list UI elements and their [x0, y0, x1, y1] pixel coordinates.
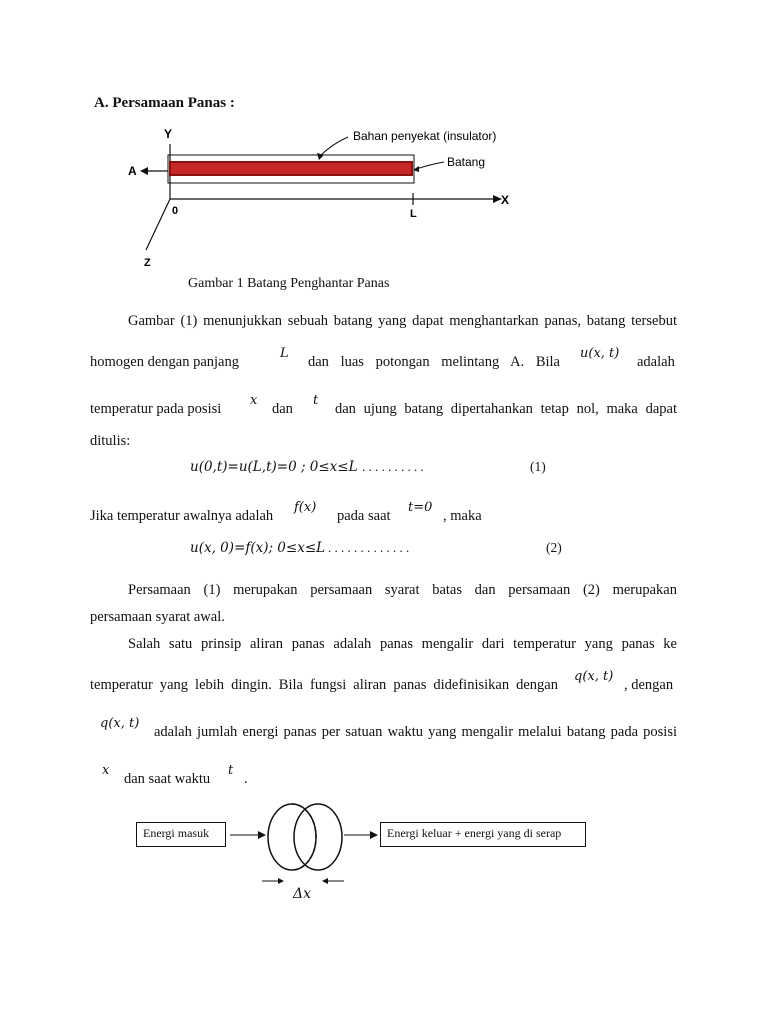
- delta-x-label: Δx: [293, 886, 312, 902]
- x-axis-label: X: [501, 193, 510, 207]
- figure-rod: [120, 120, 540, 275]
- text: adalah jumlah energi panas per satuan waktu yang mengalir melalui batang pada posisi: [154, 724, 677, 740]
- a-label: A: [128, 164, 137, 178]
- text: pada saat: [337, 508, 391, 524]
- equation-1-dots: . . . . . . . . . .: [362, 459, 424, 474]
- figure-caption: Gambar 1 Batang Penghantar Panas: [188, 276, 390, 291]
- math-t: t: [228, 763, 234, 778]
- text: , maka: [443, 508, 482, 524]
- length-label: L: [410, 208, 417, 220]
- rod-label: Batang: [447, 155, 486, 169]
- rod-bar: [170, 162, 412, 175]
- text: temperatur yang lebih dingin. Bila fungsi aliran panas didefinisikan dengan: [90, 677, 558, 693]
- text: homogen dengan panjang: [90, 354, 239, 370]
- rod-diagram: [120, 120, 540, 270]
- math-f-x: f(x): [294, 500, 317, 515]
- text: dan saat waktu: [124, 771, 211, 787]
- text: ditulis:: [90, 433, 131, 449]
- math-L: L: [280, 346, 289, 361]
- math-q-x-t: q(x, t): [574, 669, 614, 684]
- equation-2: u(x, 0)=f(x); 0≤x≤L: [190, 540, 326, 556]
- math-t0: t=0: [408, 500, 433, 515]
- insulator-label: Bahan penyekat (insulator): [353, 129, 497, 143]
- equation-2-dots: . . . . . . . . . . . . .: [328, 540, 410, 555]
- text: , dengan: [624, 677, 674, 693]
- text: adalah: [637, 354, 675, 370]
- text: dan ujung batang dipertahankan tetap nol, maka dapat: [335, 401, 677, 417]
- equation-2-number: (2): [546, 540, 562, 555]
- paragraph2-line1: Persamaan (1) merupakan persamaan syarat batas dan persamaan (2) merupakan: [128, 582, 677, 598]
- math-u-x-t: u(x, t): [580, 346, 620, 361]
- math-t: t: [313, 393, 319, 408]
- equation-1-number: (1): [530, 459, 546, 474]
- math-x: x: [102, 763, 110, 778]
- section-heading: A. Persamaan Panas :: [94, 95, 235, 111]
- paragraph2-line2: persamaan syarat awal.: [90, 609, 225, 625]
- equation-1: u(0,t)=u(L,t)=0 ; 0≤x≤L: [190, 459, 358, 475]
- y-axis-label: Y: [164, 127, 173, 141]
- energy-in-box: Energi masuk: [136, 822, 226, 847]
- math-x: x: [250, 393, 258, 408]
- origin-label: 0: [172, 205, 179, 217]
- text: dan: [272, 401, 293, 417]
- paragraph3-line1: Salah satu prinsip aliran panas adalah panas mengalir dari temperatur yang panas ke: [128, 636, 677, 652]
- text: temperatur pada posisi: [90, 401, 222, 417]
- paragraph1-line1: Gambar (1) menunjukkan sebuah batang yang dapat menghantarkan panas, batang tersebut: [128, 313, 677, 329]
- text: .: [244, 771, 248, 787]
- z-axis-label: Z: [144, 257, 151, 269]
- math-q-x-t: q(x, t): [100, 716, 140, 731]
- text: Jika temperatur awalnya adalah: [90, 508, 274, 524]
- energy-out-box: Energi keluar + energi yang di serap: [380, 822, 586, 847]
- text: dan luas potongan melintang A. Bila: [308, 354, 560, 370]
